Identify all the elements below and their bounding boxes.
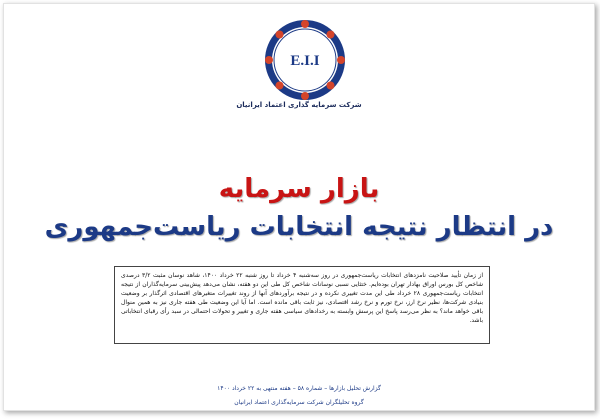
analysts-group-line: گروه تحلیلگران شرکت سرمایه‌گذاری اعتماد ایرانیان	[234, 399, 364, 406]
company-name: شرکت سرمایه گذاری اعتماد ایرانیان	[236, 101, 362, 109]
report-info-line: گزارش تحلیل بازارها – شماره ۵۸ – هفته منتهی به ۲۲ خرداد ۱۴۰۰	[217, 385, 381, 392]
logo-text: E.I.I	[290, 53, 320, 69]
main-title: بازار سرمایه	[218, 174, 380, 204]
main-subtitle: در انتظار نتیجه انتخابات ریاست‌جمهوری	[44, 212, 554, 242]
summary-box: از زمان تأیید صلاحیت نامزدهای انتخابات ریاست‌جمهوری در روز سه‌شنبه ۴ خرداد تا روز شنبه ۲۲ خرداد ۱۴۰۰، شاهد نوسان مثبت ۳/۲ درصدی شاخص کل بورس اوراق بهادار تهران بوده‌ایم. ختثایی نسبی نوسانات شاخص کل طی این دو هفته، نشان می‌دهد پیش‌بینی سرمایه‌گذاران از نتیجه انتخابات ریاست‌جمهوری ۲۸ خرداد طی این مدت تغییری نکرده و در نتیجه برآوردهای آنها از روند تغییرات متغیرهای اقتصادی اثرگذار بر وضعیت بنیادی شرکت‌ها، نظیر نرخ ارز، نرخ تورم و نرخ رشد اقتصادی، نیز ثابت باقی مانده است. اما آیا این وضعیت طی هفته جاری نیز به همین منوال باقی خواهد ماند؟ به نظر می‌رسد پاسخ این پرسش وابسته به رخدادهای سیاسی هفته جاری و تغییر و تحولات احتمالی در سبد رأی رقبای انتخاباتی باشد.	[114, 266, 490, 344]
company-logo-icon	[263, 18, 347, 102]
report-cover-page	[3, 3, 595, 411]
